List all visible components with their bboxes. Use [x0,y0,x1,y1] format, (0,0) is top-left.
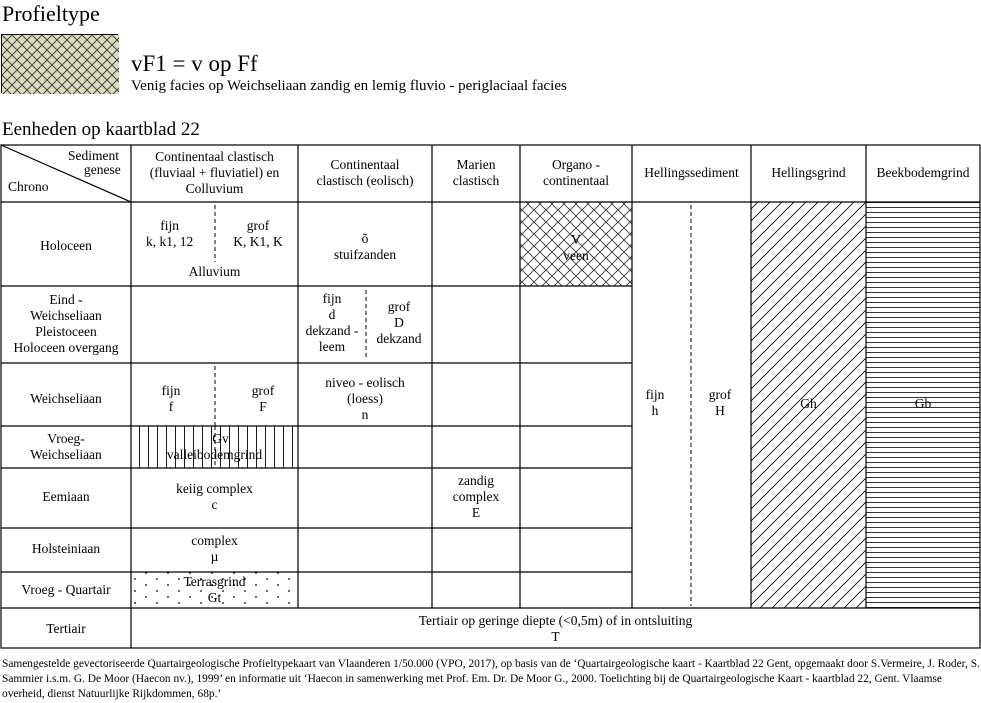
cell-helling-grof: grof H [708,387,732,418]
corner-chrono: Chrono [8,179,49,194]
col-header-hellingsgrind: Hellingsgrind [771,165,846,180]
cell-veen: V veen [563,232,589,263]
cell-dekzand-grof: grof D dekzand [376,299,422,346]
cell-valleibodemgrind: Gv valleibodemgrind [166,431,263,462]
row-header-eind-weichseliaan: Eind - Weichseliaan Pleistoceen Holoceen overgang [13,292,119,355]
col-header-continentaal-clastisch: Continentaal clastisch (fluviaal + fluviatiel) en Colluvium [149,149,280,196]
cell-keiig-complex: keiig complex c [176,481,253,512]
cell-gh: Gh [800,396,817,411]
cell-gb: Gb [914,396,932,411]
cell-tertiair: Tertiair op geringe diepte (<0,5m) of in ontsluiting T [418,613,693,644]
section-title: Eenheden op kaartblad 22 [2,119,200,140]
cell-alluvium: Alluvium [188,264,241,279]
cell-niveo-eolisch: niveo - eolisch (loess) n [325,375,405,422]
row-header-holsteiniaan: Holsteiniaan [31,541,101,556]
row-header-vroeg-quartair: Vroeg - Quartair [21,582,111,597]
cell-dekzand-fijn: fijn d dekzand - leem [305,291,359,354]
cell-zandig-complex: zandig complex E [452,473,500,520]
page-title: Profieltype [2,1,100,26]
corner-sediment: Sediment [68,148,119,163]
cell-stuifzanden: õ stuifzanden [333,231,397,262]
cell-complex-mu: complex µ [191,533,238,564]
corner-genese: genese [84,162,121,177]
col-header-beekbodemgrind: Beekbodemgrind [876,165,970,180]
cell-holoceen-grof: grof K, K1, K [233,218,283,249]
row-header-eemiaan: Eemiaan [42,489,90,504]
cell-weich-grof: grof F [251,383,275,414]
cell-terrasgrind: Terrasgrind Gt [183,574,246,605]
profile-description: Venig facies op Weichseliaan zandig en lemig fluvio - periglaciaal facies [131,78,567,94]
row-header-holoceen: Holoceen [40,238,92,253]
col-header-hellingssediment: Hellingssediment [644,165,739,180]
col-header-marien: Marien clastisch [452,157,500,188]
cell-helling-fijn: fijn h [645,387,665,418]
col-header-continentaal-eolisch: Continentaal clastisch (eolisch) [316,157,414,188]
footnote-source: Samengestelde gevectoriseerde Quartairgeologische Profieltypekaart van Vlaanderen 1/50.000 (VPO, 2017), op basis van de ‘Quartairgeologische kaart - Kaartblad 22 Gent, opgemaakt door S.Vermeire, J. Roder, S. Sammier i.s.m. G. De Moor (Haecon nv.), 1999’ en informatie uit ‘Haecon in samenwerking met Prof. Em. Dr. De Moor G., 2000. Toelichting bij de Quartairgeologische Kaart - kaartblad 22, Gent. Vlaamse overheid, dienst Natuurlijke Rijkdommen, 68p.’ [2,658,980,700]
row-header-tertiair: Tertiair [46,621,86,636]
row-header-vroeg-weichseliaan: Vroeg- Weichseliaan [30,431,102,462]
cell-holoceen-fijn: fijn k, k1, 12 [146,218,194,249]
row-header-weichseliaan: Weichseliaan [30,391,102,406]
cell-weich-fijn: fijn f [161,383,181,414]
col-header-organo: Organo - continentaal [543,157,609,188]
profile-code: vF1 = v op Ff [131,51,258,76]
